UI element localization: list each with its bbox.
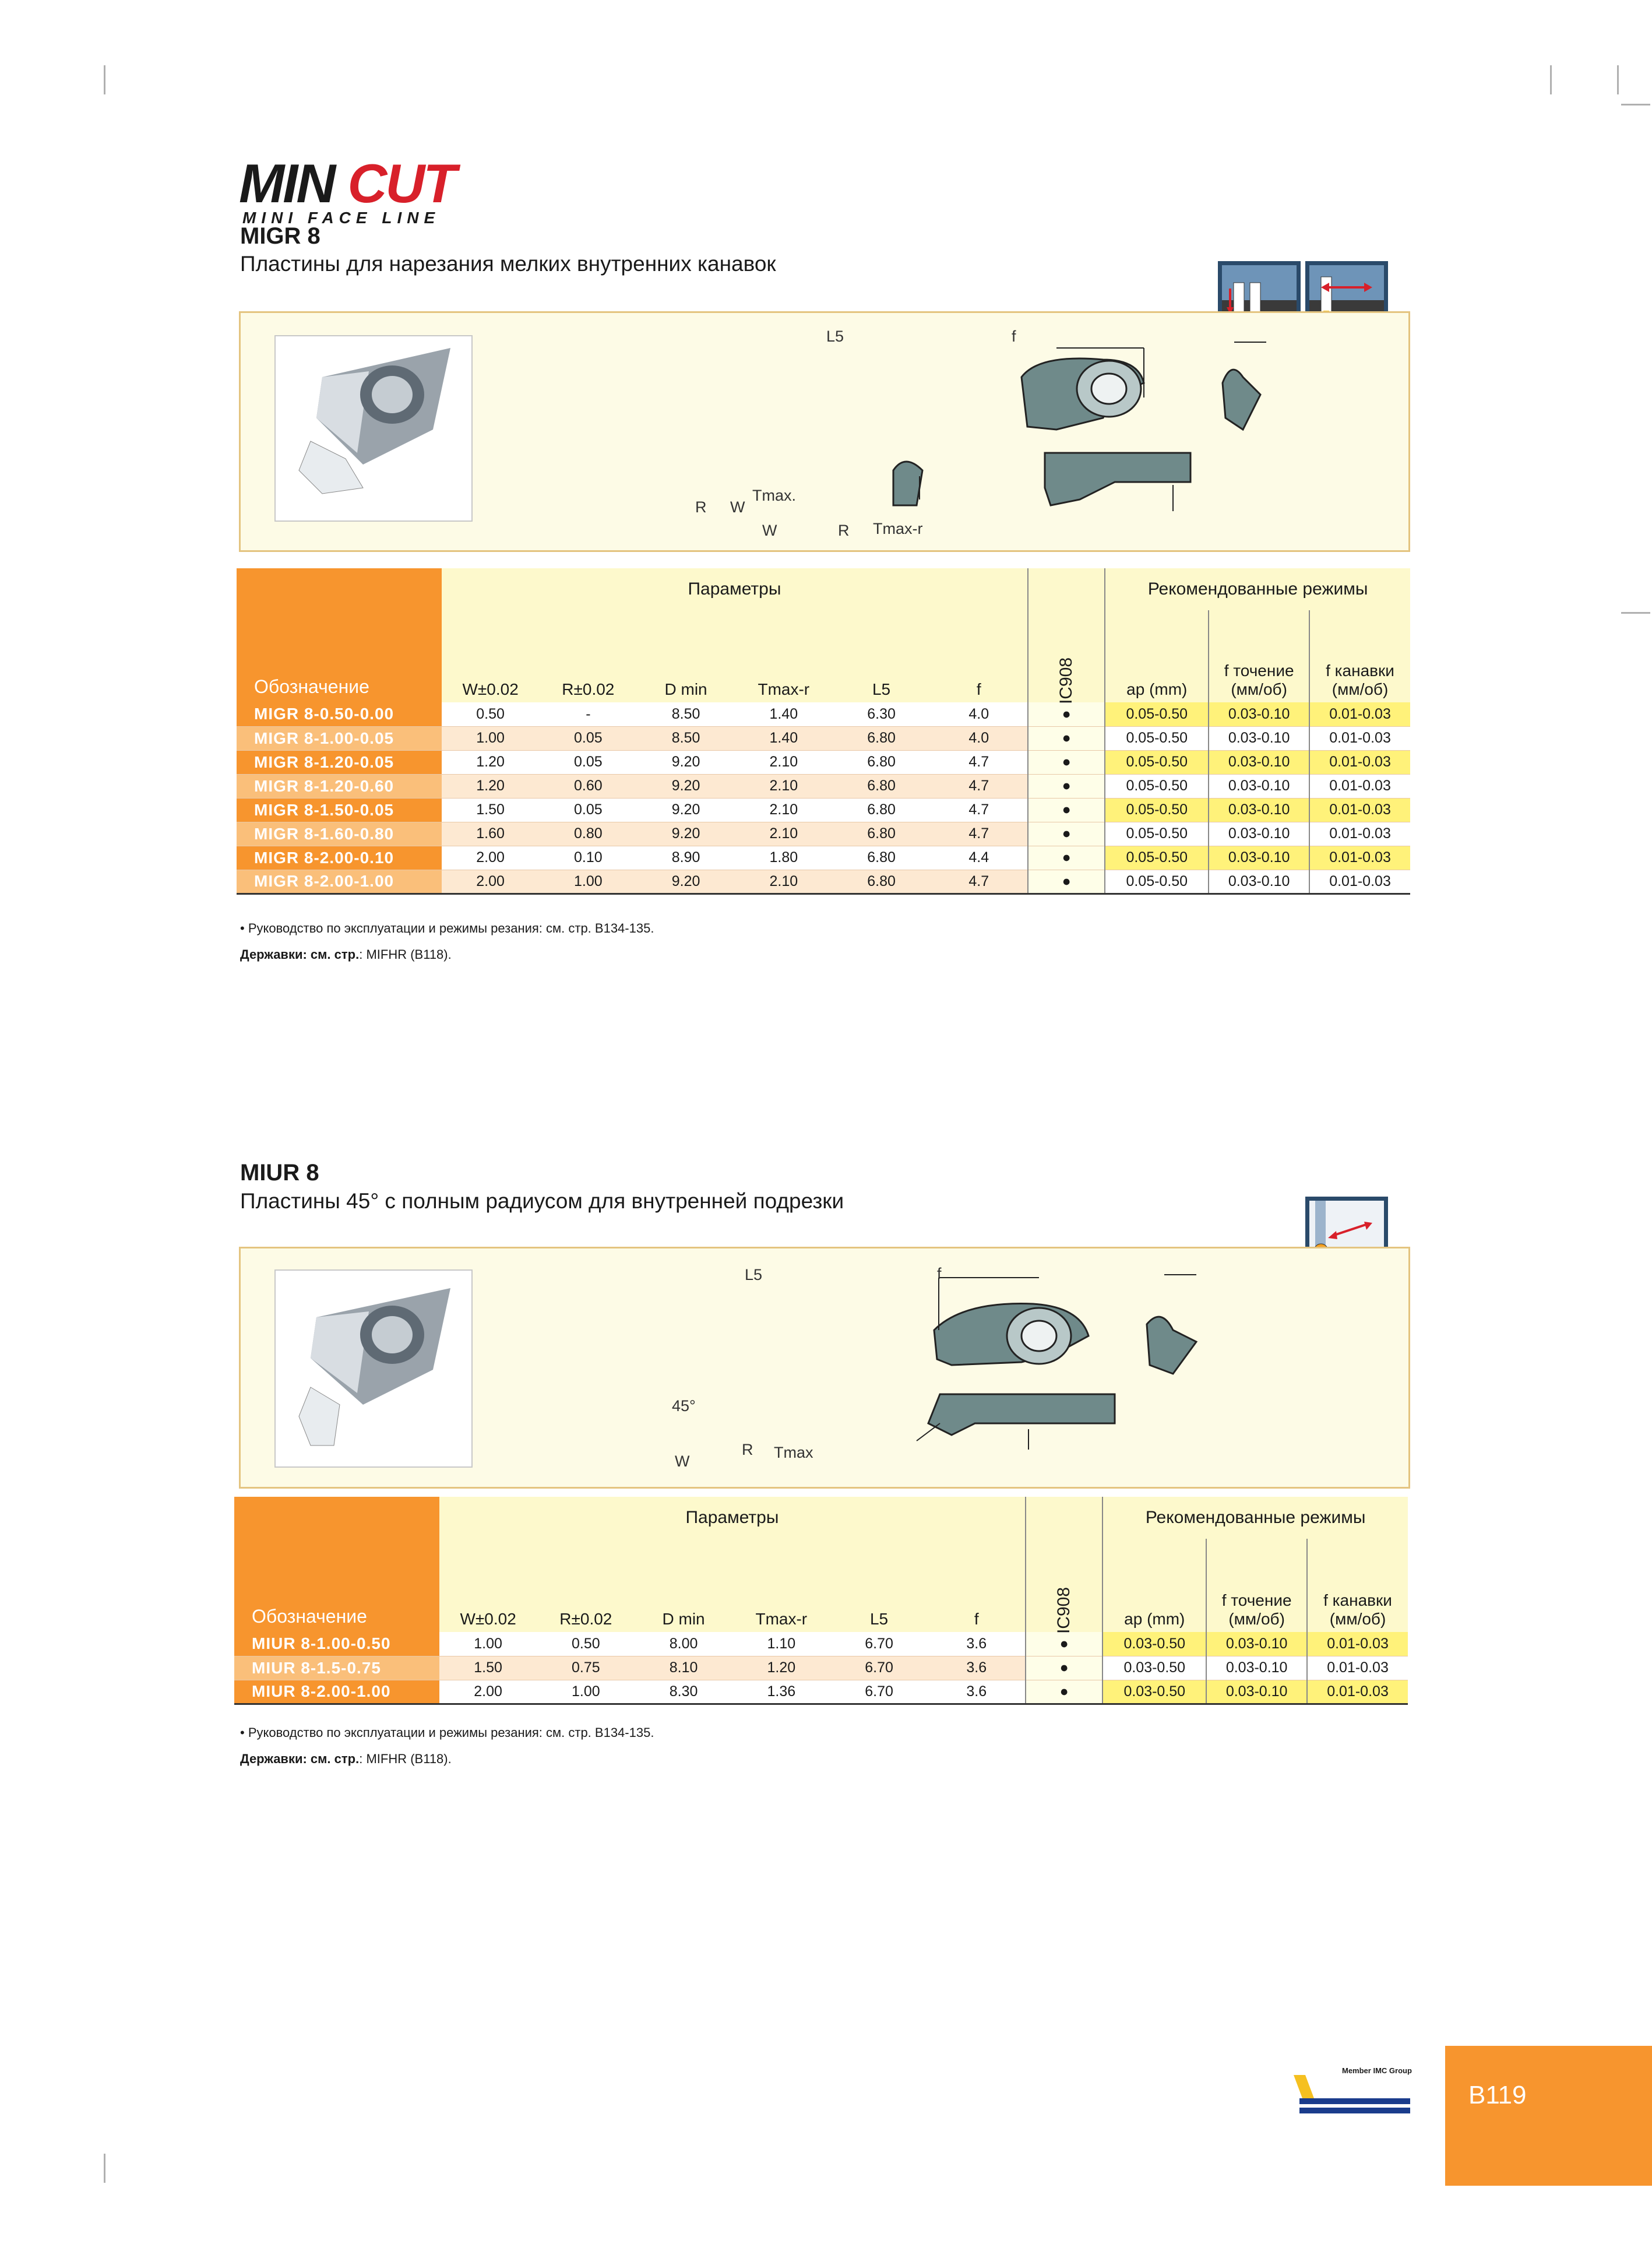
label-tmax: Tmax — [774, 1444, 813, 1461]
cell: 0.03-0.10 — [1209, 870, 1309, 894]
mode-col-header: f канавки (мм/об) — [1309, 610, 1410, 702]
cell: 0.03-0.10 — [1209, 726, 1309, 750]
grade-dot: ● — [1026, 1680, 1102, 1704]
cell: 8.50 — [637, 726, 735, 750]
col-header: f — [930, 610, 1028, 702]
cell: 1.10 — [732, 1632, 830, 1656]
cell: 8.10 — [635, 1656, 732, 1680]
iscar-logo-mark — [1291, 2075, 1413, 2119]
holders-note-label: Державки: см. стр. — [240, 947, 360, 962]
table-row — [237, 702, 1410, 726]
table-row — [234, 1680, 1408, 1704]
grade-dot: ● — [1026, 1656, 1102, 1680]
group-params-header: Параметры — [442, 568, 1028, 610]
cell: 0.01-0.03 — [1309, 822, 1410, 846]
section-subtitle: Пластины для нарезания мелких внутренних канавок — [240, 252, 776, 276]
grade-dot: ● — [1028, 822, 1105, 846]
col-header: L5 — [833, 610, 931, 702]
cell: 1.20 — [442, 750, 540, 774]
col-header: Tmax-r — [735, 610, 833, 702]
cell: 6.80 — [833, 870, 931, 894]
cell: 0.75 — [537, 1656, 635, 1680]
label-w: W — [730, 498, 745, 516]
cell: 4.7 — [930, 798, 1028, 822]
col-header: L5 — [830, 1539, 928, 1632]
cell: 0.01-0.03 — [1309, 846, 1410, 870]
cell: 1.00 — [537, 1680, 635, 1704]
row-code: MIUR 8-1.00-0.50 — [234, 1632, 439, 1656]
table-row — [237, 822, 1410, 846]
cell: 4.0 — [930, 726, 1028, 750]
section-title: MIUR 8 — [240, 1160, 319, 1186]
cell: 0.05-0.50 — [1105, 822, 1209, 846]
grade-dot: ● — [1028, 870, 1105, 894]
group-modes-header: Рекомендованные режимы — [1105, 568, 1410, 610]
cell: 6.80 — [833, 774, 931, 798]
cell: 8.30 — [635, 1680, 732, 1704]
cell: 1.36 — [732, 1680, 830, 1704]
label-f: f — [1012, 328, 1016, 345]
cell: 0.80 — [539, 822, 637, 846]
usage-note: • Руководство по эксплуатации и режимы резания: см. стр. B134-135. — [240, 921, 654, 935]
cell: 3.6 — [928, 1680, 1026, 1704]
col-header: D min — [637, 610, 735, 702]
table-row — [234, 1656, 1408, 1680]
cell: 6.80 — [833, 750, 931, 774]
insert-photo — [274, 1269, 473, 1468]
cell: 2.00 — [442, 870, 540, 894]
row-code: MIUR 8-2.00-1.00 — [234, 1680, 439, 1704]
cell: 2.10 — [735, 870, 833, 894]
cell: 4.0 — [930, 702, 1028, 726]
cell: 1.40 — [735, 702, 833, 726]
col-header-code: Обозначение — [252, 1606, 367, 1627]
col-header: W±0.02 — [439, 1539, 537, 1632]
spec-table — [234, 1497, 1408, 1705]
cell: 0.01-0.03 — [1309, 702, 1410, 726]
cell: 0.03-0.10 — [1209, 822, 1309, 846]
label-w: W — [762, 522, 777, 539]
cell: 2.00 — [442, 846, 540, 870]
col-header-code: Обозначение — [254, 676, 369, 697]
group-params-header: Параметры — [439, 1497, 1026, 1539]
cell: 0.05-0.50 — [1105, 846, 1209, 870]
cell: 6.80 — [833, 822, 931, 846]
grade-dot: ● — [1028, 846, 1105, 870]
grade-dot: ● — [1028, 750, 1105, 774]
page-number-box — [1445, 2046, 1652, 2186]
cell: 1.40 — [735, 726, 833, 750]
cell: 0.01-0.03 — [1309, 750, 1410, 774]
cell: 1.00 — [439, 1632, 537, 1656]
cell: 1.20 — [732, 1656, 830, 1680]
iscar-logo — [1291, 2066, 1413, 2122]
crop-mark — [1617, 65, 1619, 94]
cell: 1.00 — [442, 726, 540, 750]
cell: 0.05 — [539, 798, 637, 822]
crop-mark — [104, 2154, 105, 2183]
cell: 4.7 — [930, 774, 1028, 798]
grade-dot: ● — [1028, 726, 1105, 750]
cell: 6.70 — [830, 1632, 928, 1656]
cell: - — [539, 702, 637, 726]
grade-dot: ● — [1026, 1632, 1102, 1656]
holders-note — [240, 1751, 452, 1767]
cell: 9.20 — [637, 798, 735, 822]
label-r: R — [838, 522, 850, 539]
cell: 0.05-0.50 — [1105, 870, 1209, 894]
row-code: MIGR 8-1.20-0.60 — [237, 774, 442, 798]
row-code: MIGR 8-2.00-0.10 — [237, 846, 442, 870]
cell: 0.05-0.50 — [1105, 750, 1209, 774]
mode-col-header: f канавки (мм/об) — [1307, 1539, 1408, 1632]
label-tmax: Tmax. — [752, 487, 797, 504]
cell: 1.60 — [442, 822, 540, 846]
cell: 3.6 — [928, 1656, 1026, 1680]
label-w: W — [675, 1452, 690, 1470]
cell: 0.03-0.10 — [1209, 774, 1309, 798]
cell: 0.50 — [537, 1632, 635, 1656]
cell: 1.50 — [439, 1656, 537, 1680]
cell: 4.7 — [930, 822, 1028, 846]
cell: 0.05 — [539, 750, 637, 774]
label-r: R — [695, 498, 707, 516]
label-tmaxr: Tmax-r — [873, 520, 923, 537]
mincut-logo — [239, 153, 455, 227]
row-code: MIGR 8-1.50-0.05 — [237, 798, 442, 822]
row-code: MIGR 8-0.50-0.00 — [237, 702, 442, 726]
col-header: Tmax-r — [732, 1539, 830, 1632]
cell: 0.50 — [442, 702, 540, 726]
cell: 2.10 — [735, 774, 833, 798]
cell: 0.60 — [539, 774, 637, 798]
cell: 1.20 — [442, 774, 540, 798]
insert-photo — [274, 335, 473, 522]
row-code: MIGR 8-2.00-1.00 — [237, 870, 442, 894]
grade-header — [1026, 1497, 1102, 1632]
cell: 9.20 — [637, 750, 735, 774]
code-col-header — [234, 1497, 439, 1632]
crop-mark — [1621, 612, 1650, 614]
cell: 0.01-0.03 — [1309, 774, 1410, 798]
miur-technical-drawing — [590, 1248, 1348, 1487]
col-header: R±0.02 — [539, 610, 637, 702]
table-row — [237, 726, 1410, 750]
cell: 4.7 — [930, 870, 1028, 894]
grade-label: IC908 — [1056, 657, 1076, 705]
page-number: B119 — [1468, 2081, 1527, 2109]
cell: 6.80 — [833, 798, 931, 822]
table-row — [237, 798, 1410, 822]
cell: 0.03-0.50 — [1102, 1656, 1206, 1680]
label-f: f — [937, 1265, 942, 1282]
usage-note: • Руководство по эксплуатации и режимы резания: см. стр. B134-135. — [240, 1725, 654, 1740]
cell: 0.03-0.50 — [1102, 1680, 1206, 1704]
cell: 9.20 — [637, 822, 735, 846]
holders-note-label: Державки: см. стр. — [240, 1751, 360, 1766]
row-code: MIUR 8-1.5-0.75 — [234, 1656, 439, 1680]
row-code: MIGR 8-1.00-0.05 — [237, 726, 442, 750]
cell: 1.50 — [442, 798, 540, 822]
label-r: R — [742, 1441, 753, 1458]
product-panel — [239, 1247, 1410, 1489]
crop-mark — [104, 65, 105, 94]
holders-note-value: : MIFHR (B118). — [359, 1751, 452, 1766]
crop-mark — [1621, 104, 1650, 105]
cell: 6.80 — [833, 846, 931, 870]
section-title: MIGR 8 — [240, 223, 320, 249]
cell: 8.50 — [637, 702, 735, 726]
grade-dot: ● — [1028, 774, 1105, 798]
cell: 0.03-0.10 — [1206, 1680, 1307, 1704]
grade-dot: ● — [1028, 702, 1105, 726]
col-header: D min — [635, 1539, 732, 1632]
cell: 0.05-0.50 — [1105, 774, 1209, 798]
cell: 2.10 — [735, 750, 833, 774]
cell: 8.90 — [637, 846, 735, 870]
cell: 0.05-0.50 — [1105, 702, 1209, 726]
table-row — [237, 846, 1410, 870]
cell: 0.03-0.10 — [1209, 846, 1309, 870]
row-code: MIGR 8-1.60-0.80 — [237, 822, 442, 846]
brand-name-a: MIN — [239, 153, 334, 214]
cell: 1.80 — [735, 846, 833, 870]
cell: 6.80 — [833, 726, 931, 750]
cell: 6.70 — [830, 1656, 928, 1680]
table-row — [237, 750, 1410, 774]
cell: 0.05 — [539, 726, 637, 750]
product-panel — [239, 311, 1410, 552]
mode-col-header: f точение (мм/об) — [1209, 610, 1309, 702]
cell: 6.30 — [833, 702, 931, 726]
cell: 0.03-0.10 — [1206, 1656, 1307, 1680]
cell: 8.00 — [635, 1632, 732, 1656]
table-row — [234, 1632, 1408, 1656]
cell: 0.05-0.50 — [1105, 798, 1209, 822]
cell: 0.01-0.03 — [1307, 1656, 1408, 1680]
cell: 0.01-0.03 — [1307, 1680, 1408, 1704]
grade-dot: ● — [1028, 798, 1105, 822]
cell: 0.03-0.10 — [1209, 750, 1309, 774]
label-l5: L5 — [826, 328, 844, 345]
cell: 0.03-0.10 — [1206, 1632, 1307, 1656]
cell: 0.10 — [539, 846, 637, 870]
cell: 6.70 — [830, 1680, 928, 1704]
crop-mark — [1550, 65, 1552, 94]
code-col-header — [237, 568, 442, 702]
cell: 0.01-0.03 — [1309, 870, 1410, 894]
member-label: Member IMC Group — [1342, 2066, 1412, 2075]
grade-label: IC908 — [1054, 1587, 1074, 1634]
cell: 4.7 — [930, 750, 1028, 774]
cell: 4.4 — [930, 846, 1028, 870]
cell: 0.03-0.50 — [1102, 1632, 1206, 1656]
mode-col-header: f точение (мм/об) — [1206, 1539, 1307, 1632]
cell: 3.6 — [928, 1632, 1026, 1656]
col-header: R±0.02 — [537, 1539, 635, 1632]
cell: 0.03-0.10 — [1209, 798, 1309, 822]
cell: 0.01-0.03 — [1307, 1632, 1408, 1656]
cell: 2.00 — [439, 1680, 537, 1704]
cell: 0.01-0.03 — [1309, 726, 1410, 750]
group-modes-header: Рекомендованные режимы — [1102, 1497, 1408, 1539]
mode-col-header: ap (mm) — [1105, 610, 1209, 702]
table-row — [237, 774, 1410, 798]
holders-note-value: : MIFHR (B118). — [359, 947, 452, 962]
cell: 1.00 — [539, 870, 637, 894]
grade-header — [1028, 568, 1105, 705]
col-header: f — [928, 1539, 1026, 1632]
cell: 2.10 — [735, 798, 833, 822]
cell: 0.05-0.50 — [1105, 726, 1209, 750]
row-code: MIGR 8-1.20-0.05 — [237, 750, 442, 774]
brand-name-b: CUT — [347, 153, 455, 214]
cell: 9.20 — [637, 870, 735, 894]
cell: 9.20 — [637, 774, 735, 798]
mode-col-header: ap (mm) — [1102, 1539, 1206, 1632]
label-l5: L5 — [745, 1266, 763, 1283]
holders-note — [240, 947, 452, 962]
brand-line: MINI FACE LINE — [242, 209, 441, 227]
label-angle: 45° — [672, 1397, 696, 1415]
cell: 2.10 — [735, 822, 833, 846]
spec-table — [237, 568, 1410, 895]
cell: 0.03-0.10 — [1209, 702, 1309, 726]
col-header: W±0.02 — [442, 610, 540, 702]
cell: 0.01-0.03 — [1309, 798, 1410, 822]
table-row — [237, 870, 1410, 894]
section-subtitle: Пластины 45° с полным радиусом для внутренней подрезки — [240, 1189, 844, 1213]
